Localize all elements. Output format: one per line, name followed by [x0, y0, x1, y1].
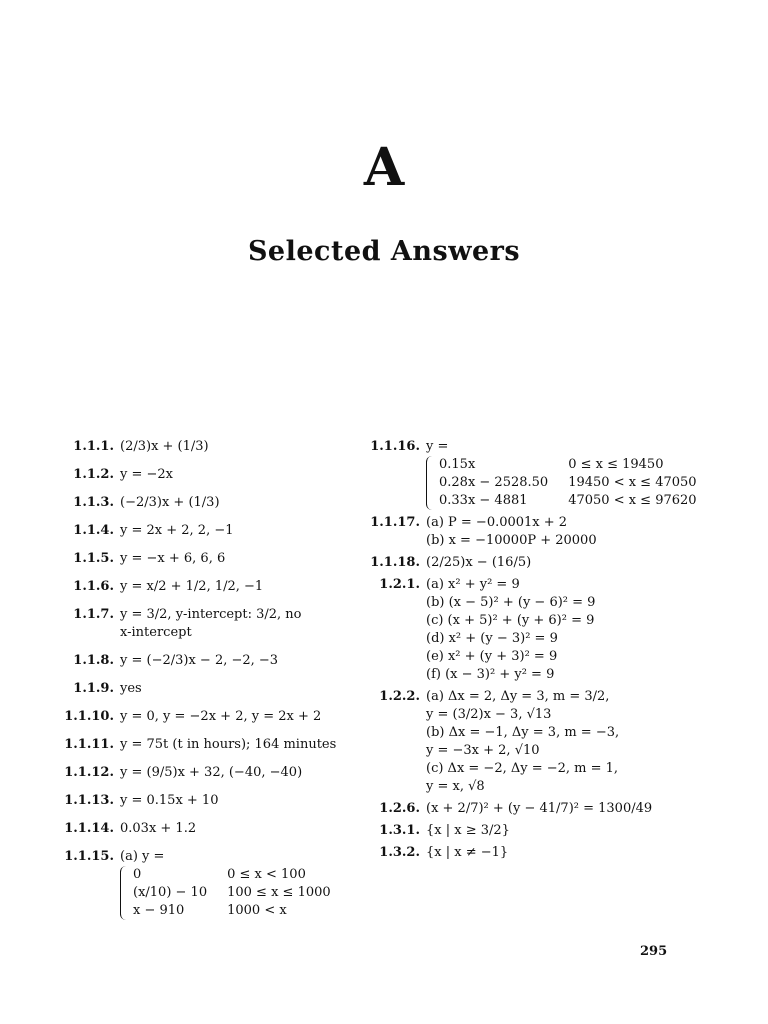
- answer-item: [60, 522, 350, 540]
- answer-line: 0.03x + 1.2: [120, 821, 197, 836]
- piecewise-row: [133, 866, 337, 884]
- piecewise-condition: 0 ≤ x ≤ 19450: [568, 457, 664, 472]
- answer-number: 1.3.2.: [379, 845, 420, 860]
- answer-line: (b) (x − 5)² + (y − 6)² = 9: [426, 595, 596, 610]
- answer-number: 1.1.14.: [64, 821, 114, 836]
- piecewise-condition: 0 ≤ x < 100: [227, 867, 306, 882]
- answer-item: [60, 652, 350, 670]
- answer-line: yes: [120, 681, 142, 696]
- answer-number: 1.1.4.: [73, 523, 114, 538]
- answer-item: [60, 494, 350, 512]
- answer-line: (e) x² + (y + 3)² = 9: [426, 649, 558, 664]
- answer-number: 1.1.17.: [370, 515, 420, 530]
- piecewise-row: [133, 902, 337, 920]
- answer-item: [60, 708, 350, 726]
- answer-line: y = 75t (t in hours); 164 minutes: [120, 737, 337, 752]
- answer-item: [60, 680, 350, 698]
- answer-line: y = x/2 + 1/2, 1/2, −1: [120, 579, 264, 594]
- answer-line: {x | x ≠ −1}: [426, 845, 509, 860]
- answer-line: y = (9/5)x + 32, (−40, −40): [120, 765, 303, 780]
- answer-item: [360, 800, 700, 818]
- left-brace: [426, 456, 435, 510]
- piecewise-function: [426, 456, 703, 510]
- answer-number: 1.1.1.: [73, 439, 114, 454]
- answer-line: y = (3/2)x − 3, √13: [426, 707, 552, 722]
- answer-number: 1.1.11.: [64, 737, 114, 752]
- answer-line: y = 0, y = −2x + 2, y = 2x + 2: [120, 709, 322, 724]
- piecewise-condition: 1000 < x: [227, 903, 287, 918]
- answer-number: 1.1.10.: [64, 709, 114, 724]
- answer-item: [60, 438, 350, 456]
- answer-number: 1.2.2.: [379, 689, 420, 704]
- answer-number: 1.1.8.: [73, 653, 114, 668]
- piecewise-row: [133, 884, 337, 902]
- answer-item: [360, 438, 700, 510]
- answer-line: (a) y =: [120, 849, 165, 864]
- answer-item: [60, 820, 350, 838]
- answer-item: [60, 578, 350, 596]
- answer-number: 1.1.13.: [64, 793, 114, 808]
- answer-line: (b) Δx = −1, Δy = 3, m = −3,: [426, 725, 620, 740]
- answer-item: [60, 606, 350, 642]
- chapter-letter: A: [363, 137, 405, 198]
- answer-number: 1.2.1.: [379, 577, 420, 592]
- answer-number: 1.1.9.: [73, 681, 114, 696]
- piecewise-expression: 0: [133, 867, 142, 882]
- left-brace: [120, 866, 129, 920]
- answer-item: [60, 848, 350, 920]
- answer-item: [60, 792, 350, 810]
- answer-line: x-intercept: [120, 625, 192, 640]
- answer-number: 1.2.6.: [379, 801, 420, 816]
- answer-line: (x + 2/7)² + (y − 41/7)² = 1300/49: [426, 801, 653, 816]
- answer-line: y = 0.15x + 10: [120, 793, 219, 808]
- answer-line: y =: [426, 439, 449, 454]
- answer-line: y = −2x: [120, 467, 173, 482]
- answer-item: [60, 466, 350, 484]
- piecewise-condition: 47050 < x ≤ 97620: [568, 493, 697, 508]
- answer-line: y = −3x + 2, √10: [426, 743, 540, 758]
- answer-line: (a) x² + y² = 9: [426, 577, 520, 592]
- answer-item: [60, 764, 350, 782]
- piecewise-condition: 100 ≤ x ≤ 1000: [227, 885, 331, 900]
- answer-number: 1.1.15.: [64, 849, 114, 864]
- piecewise-expression: 0.33x − 4881: [439, 493, 528, 508]
- answer-number: 1.1.18.: [370, 555, 420, 570]
- answer-line: (c) (x + 5)² + (y + 6)² = 9: [426, 613, 595, 628]
- answer-line: y = x, √8: [426, 779, 485, 794]
- answer-number: 1.1.2.: [73, 467, 114, 482]
- answer-item: [60, 550, 350, 568]
- answer-line: y = 3/2, y-intercept: 3/2, no: [120, 607, 302, 622]
- answer-line: y = (−2/3)x − 2, −2, −3: [120, 653, 279, 668]
- piecewise-row: [439, 492, 703, 510]
- answer-item: [60, 736, 350, 754]
- answer-line: {x | x ≥ 3/2}: [426, 823, 510, 838]
- answer-line: (−2/3)x + (1/3): [120, 495, 220, 510]
- answer-line: y = 2x + 2, 2, −1: [120, 523, 234, 538]
- piecewise-condition: 19450 < x ≤ 47050: [568, 475, 697, 490]
- answer-number: 1.1.12.: [64, 765, 114, 780]
- answer-item: [360, 554, 700, 572]
- piecewise-expression: x − 910: [133, 903, 185, 918]
- piecewise-expression: 0.15x: [439, 457, 476, 472]
- answer-number: 1.1.16.: [370, 439, 420, 454]
- chapter-title: Selected Answers: [247, 236, 521, 267]
- piecewise-function: [120, 866, 350, 920]
- answer-item: [360, 576, 700, 684]
- answer-item: [360, 514, 700, 550]
- piecewise-expression: 0.28x − 2528.50: [439, 475, 549, 490]
- answer-item: [360, 822, 700, 840]
- answer-item: [360, 688, 700, 796]
- answer-line: y = −x + 6, 6, 6: [120, 551, 226, 566]
- answer-line: (b) x = −10000P + 20000: [426, 533, 597, 548]
- answer-line: (d) x² + (y − 3)² = 9: [426, 631, 558, 646]
- answer-number: 1.1.6.: [73, 579, 114, 594]
- answer-line: (a) Δx = 2, Δy = 3, m = 3/2,: [426, 689, 610, 704]
- left-answer-column: [60, 438, 350, 930]
- right-answer-column: [360, 438, 700, 866]
- piecewise-expression: (x/10) − 10: [133, 885, 208, 900]
- answer-number: 1.3.1.: [379, 823, 420, 838]
- piecewise-row: [439, 474, 703, 492]
- answer-item: [360, 844, 700, 862]
- answer-line: (f) (x − 3)² + y² = 9: [426, 667, 555, 682]
- answer-line: (2/25)x − (16/5): [426, 555, 532, 570]
- answer-number: 1.1.7.: [73, 607, 114, 622]
- answer-line: (2/3)x + (1/3): [120, 439, 209, 454]
- answer-number: 1.1.3.: [73, 495, 114, 510]
- answer-line: (c) Δx = −2, Δy = −2, m = 1,: [426, 761, 619, 776]
- page-number: 295: [640, 944, 668, 959]
- answer-line: (a) P = −0.0001x + 2: [426, 515, 568, 530]
- piecewise-row: [439, 456, 703, 474]
- answer-number: 1.1.5.: [73, 551, 114, 566]
